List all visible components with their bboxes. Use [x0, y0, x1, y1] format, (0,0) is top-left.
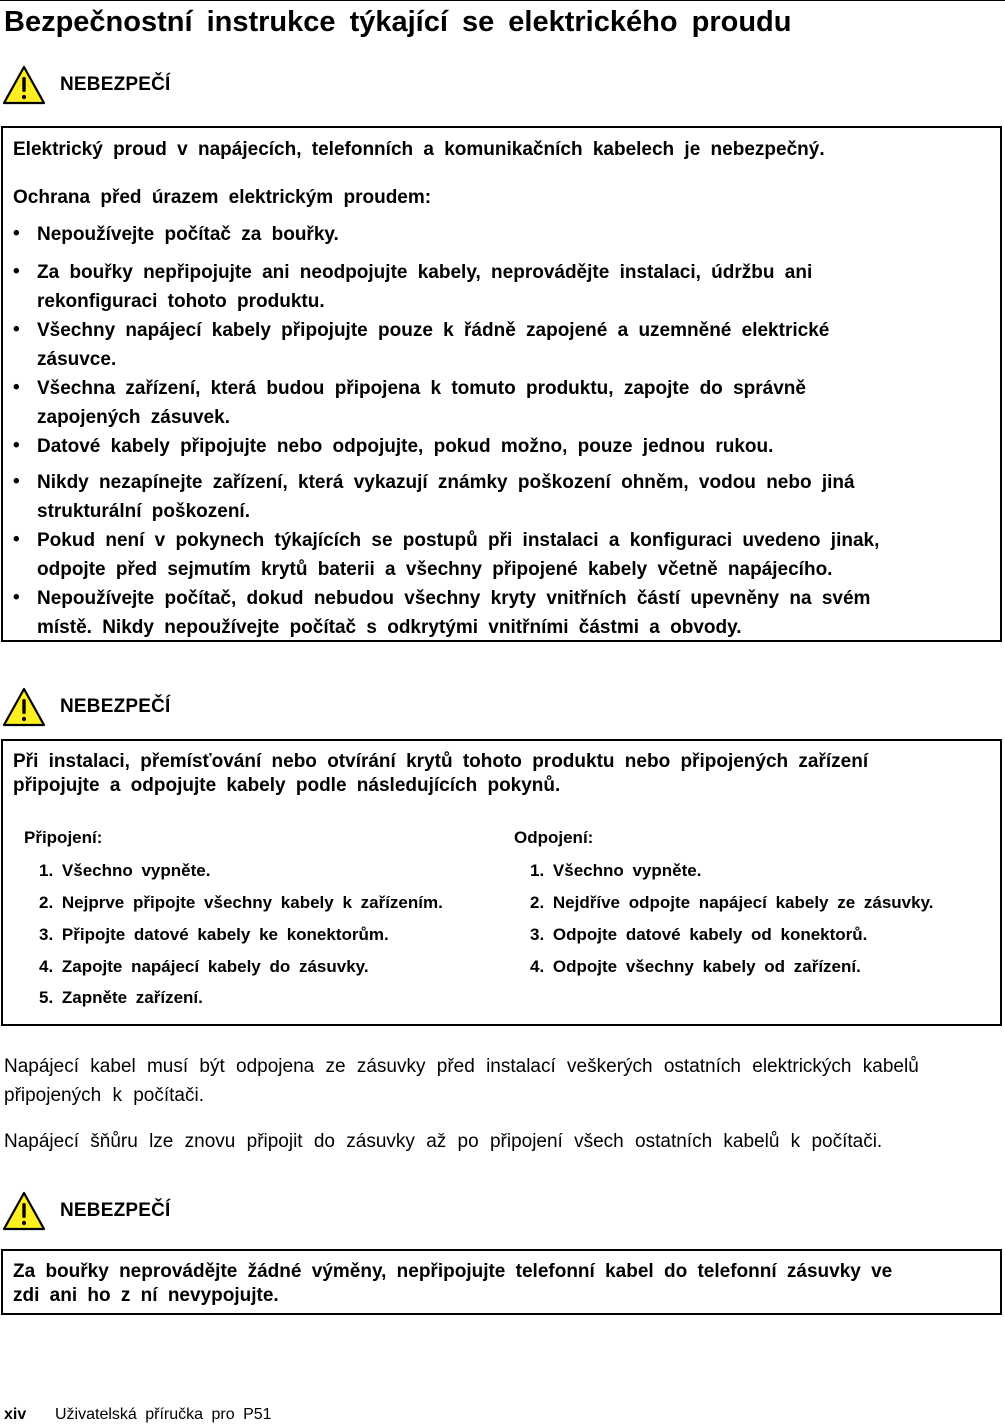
connect-step: 1. Všechno vypněte.: [39, 861, 211, 880]
list-item: Nepoužívejte počítač za bouřky.: [37, 224, 339, 245]
bullet: •: [13, 319, 20, 340]
disconnect-step: 2. Nejdříve odpojte napájecí kabely ze zásuvky.: [530, 893, 934, 912]
bullet: •: [13, 587, 20, 608]
bullet: •: [13, 529, 20, 550]
paragraph: Napájecí kabel musí být odpojena ze zásuvky před instalací veškerých ostatních elektrických kabelů připojených k počítači.: [4, 1056, 919, 1106]
connect-step: 4. Zapojte napájecí kabely do zásuvky.: [39, 957, 369, 976]
box2-lead-line: připojujte a odpojujte kabely podle následujících pokynů.: [13, 775, 561, 796]
danger-box-2: [1, 739, 1002, 1026]
bullet: •: [13, 261, 20, 282]
danger-label: NEBEZPEČÍ: [60, 1200, 171, 1221]
box3-line: zdi ani ho z ní nevypojujte.: [13, 1285, 279, 1306]
danger-heading-1: [2, 63, 171, 107]
disconnect-title: Odpojení:: [514, 828, 594, 847]
disconnect-step: 4. Odpojte všechny kabely od zařízení.: [530, 957, 861, 976]
connect-step: 3. Připojte datové kabely ke konektorům.: [39, 925, 389, 944]
footer-title: Uživatelská příručka pro P51: [55, 1406, 272, 1423]
list-item: Pokud není v pokynech týkajících se postupů při instalaci a konfiguraci uvedeno jinak, odpojte před sejmutím krytů baterii a všechny připojené kabely včetně napájecího.: [37, 530, 880, 580]
list-item: Nikdy nezapínejte zařízení, která vykazují známky poškození ohněm, vodou nebo jiná strukturální poškození.: [37, 472, 855, 522]
warning-icon: [2, 1191, 46, 1231]
danger-label: NEBEZPEČÍ: [60, 74, 171, 95]
box1-lead: Elektrický proud v napájecích, telefonních a komunikačních kabelech je nebezpečný.: [13, 139, 825, 160]
list-item: Všechny napájecí kabely připojujte pouze k řádně zapojené a uzemněné elektrické zásuvce.: [37, 320, 830, 370]
list-item: Datové kabely připojujte nebo odpojujte, pokud možno, pouze jednou rukou.: [37, 436, 774, 457]
warning-icon: [2, 687, 46, 727]
danger-box-1: [1, 126, 1002, 642]
bullet: •: [13, 435, 20, 456]
bullet: •: [13, 377, 20, 398]
box2-lead-line: Při instalaci, přemísťování nebo otvírání krytů tohoto produktu nebo připojených zařízení: [13, 751, 869, 772]
paragraph: Napájecí šňůru lze znovu připojit do zásuvky až po připojení všech ostatních kabelů k počítači.: [4, 1131, 883, 1152]
connect-step: 5. Zapněte zařízení.: [39, 988, 203, 1007]
box1-subhead: Ochrana před úrazem elektrickým proudem:: [13, 187, 432, 208]
list-item: Nepoužívejte počítač, dokud nebudou všechny kryty vnitřních částí upevněny na svém místě. Nikdy nepoužívejte počítač s odkrytými vnitřními částmi a obvody.: [37, 588, 871, 638]
danger-box-3: [1, 1249, 1002, 1315]
page-number: xiv: [4, 1406, 27, 1423]
connect-title: Připojení:: [24, 828, 103, 847]
danger-heading-2: [2, 685, 171, 729]
warning-icon: [2, 65, 46, 105]
top-rule: [0, 0, 1005, 1]
list-item: Všechna zařízení, která budou připojena k tomuto produktu, zapojte do správně zapojených zásuvek.: [37, 378, 806, 428]
connect-step: 2. Nejprve připojte všechny kabely k zařízením.: [39, 893, 443, 912]
box3-line: Za bouřky neprovádějte žádné výměny, nepřipojujte telefonní kabel do telefonní zásuvky ve: [13, 1261, 893, 1282]
list-item: Za bouřky nepřipojujte ani neodpojujte kabely, neprovádějte instalaci, údržbu ani rekonfiguraci tohoto produktu.: [37, 262, 813, 312]
danger-heading-3: [2, 1189, 171, 1233]
bullet: •: [13, 223, 20, 244]
bullet: •: [13, 471, 20, 492]
danger-label: NEBEZPEČÍ: [60, 696, 171, 717]
disconnect-step: 1. Všechno vypněte.: [530, 861, 702, 880]
disconnect-step: 3. Odpojte datové kabely od konektorů.: [530, 925, 868, 944]
page-title: Bezpečnostní instrukce týkající se elektrického proudu: [4, 6, 792, 38]
